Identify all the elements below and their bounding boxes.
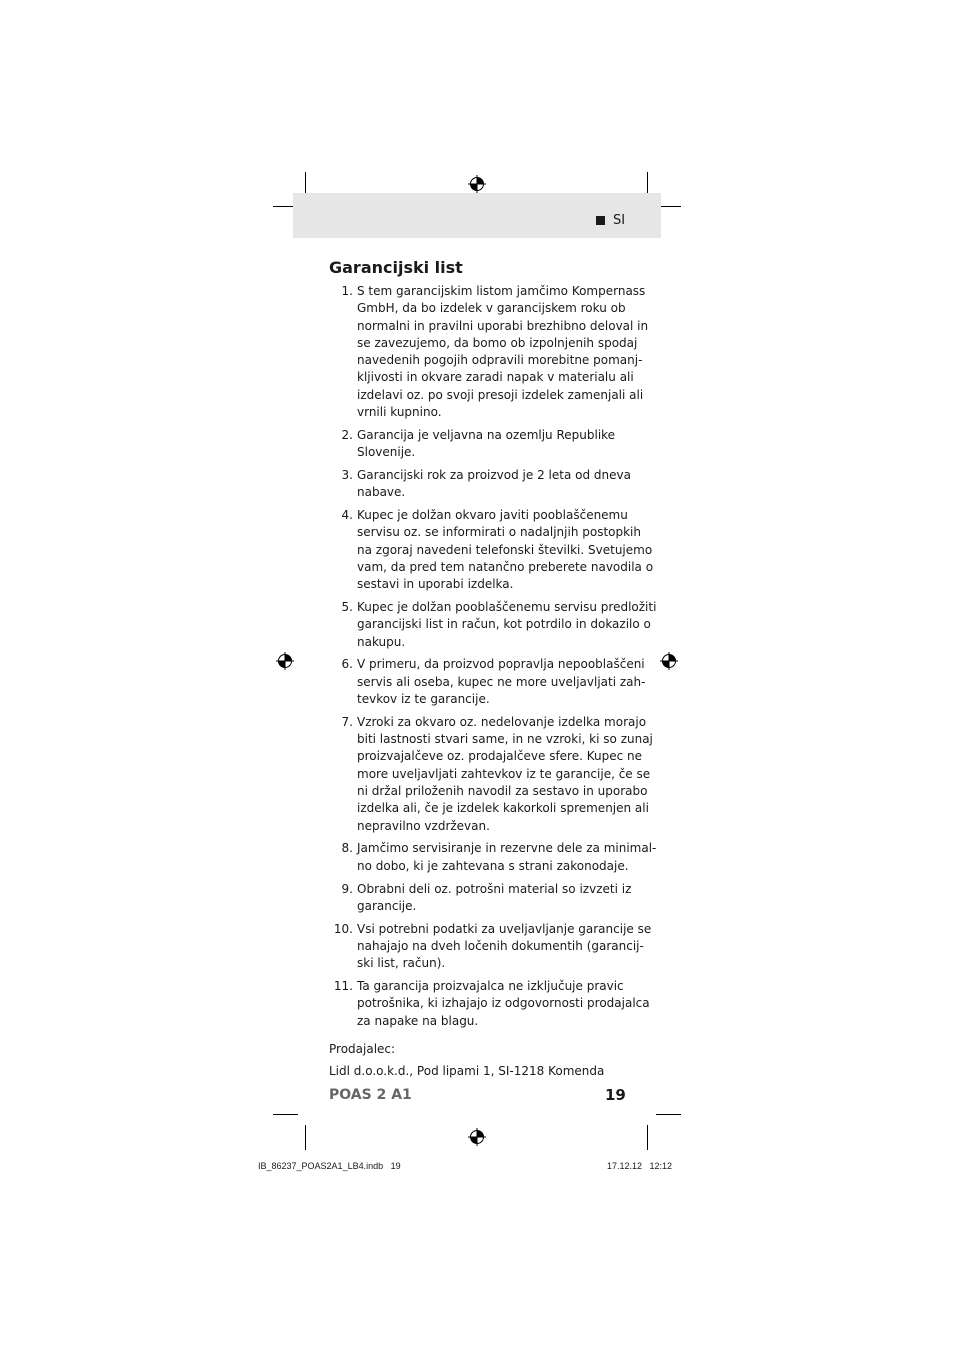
- list-item-text-line: nabave.: [357, 485, 406, 500]
- list-item-text-line: servisu oz. se informirati o nadaljnjih postopkih: [357, 525, 641, 540]
- list-item-text-line: V primeru, da proizvod popravlja nepooblaščeni: [357, 657, 645, 672]
- list-item: [329, 881, 632, 916]
- page-header-band: [293, 193, 661, 238]
- list-item-text-line: nahajajo na dveh ločenih dokumentih (garancij-: [357, 938, 644, 953]
- list-item-text-line: kljivosti in okvare zaradi napak v materialu ali: [357, 370, 634, 385]
- list-item-text-line: normalni in pravilni uporabi brezhibno deloval in: [357, 318, 649, 333]
- page-number: 19: [605, 1086, 626, 1104]
- list-item-number: 11.: [333, 978, 353, 993]
- list-item-text-line: ski list, račun).: [357, 956, 446, 971]
- list-item: [329, 599, 657, 651]
- language-label: SI: [613, 213, 626, 228]
- list-item-number: 8.: [341, 841, 353, 856]
- list-item-text-line: navedenih pogojih odpravili morebitne pomanj-: [357, 353, 643, 368]
- list-item-text-line: se zavezujemo, da bomo ob izpolnjenih spodaj: [357, 335, 638, 350]
- registration-mark-icon: [468, 175, 486, 193]
- list-item-text-line: proizvajalčeve oz. prodajalčeve sfere. Kupec ne: [357, 749, 643, 764]
- list-item-number: 1.: [341, 284, 353, 298]
- list-item-text-line: nepravilno vzdrževan.: [357, 818, 490, 833]
- list-item-text-line: Vzroki za okvaro oz. nedelovanje izdelka morajo: [357, 714, 647, 729]
- list-item-text-line: Garancija je veljavna na ozemlju Republike: [357, 427, 616, 442]
- list-item-text-line: tevkov iz te garancije.: [357, 692, 490, 707]
- list-item-text-line: Ta garancija proizvajalca ne izključuje pravic: [357, 978, 624, 993]
- list-item-number: 7.: [341, 714, 353, 729]
- print-date-time: 17.12.12 12:12: [607, 1161, 673, 1171]
- list-item-text-line: S tem garancijskim listom jamčimo Kompernass: [357, 284, 646, 298]
- registration-mark-icon: [468, 1128, 486, 1146]
- list-item-number: 5.: [341, 600, 353, 615]
- list-item: [329, 656, 646, 708]
- list-item-text-line: garancijski list in račun, kot potrdilo in dokazilo o: [357, 617, 651, 632]
- list-item-text-line: vam, da pred tem natančno preberete navodila o: [357, 559, 654, 574]
- seller-address: Lidl d.o.o.k.d., Pod lipami 1, SI-1218 Komenda: [329, 1064, 605, 1078]
- list-item-text-line: Jamčimo servisiranje in rezervne dele za minimal-: [357, 841, 657, 856]
- list-item-text-line: izdelka ali, če je izdelek kakorkoli spremenjen ali: [357, 801, 649, 816]
- list-item-number: 3.: [341, 467, 353, 482]
- list-item-text-line: na zgoraj navedeni telefonski številki. Svetujemo: [357, 542, 653, 557]
- crop-mark-icon: [647, 1125, 648, 1150]
- list-item-text-line: Kupec je dolžan pooblaščenemu servisu predložiti: [357, 600, 657, 615]
- model-name: POAS 2 A1: [329, 1087, 412, 1103]
- list-item-text-line: servis ali oseba, kupec ne more uveljavljati zah-: [357, 674, 646, 689]
- list-item-text-line: more uveljavljati zahtevkov iz te garancije, če se: [357, 766, 651, 781]
- language-marker-icon: [596, 216, 605, 225]
- list-item: [329, 427, 629, 462]
- list-item-text-line: Garancijski rok za proizvod je 2 leta od dneva: [357, 467, 631, 482]
- section-title: Garancijski list: [329, 258, 463, 277]
- list-item-number: 9.: [341, 881, 353, 896]
- crop-mark-icon: [305, 1125, 306, 1150]
- list-item: [329, 467, 629, 502]
- list-item: [329, 978, 650, 1030]
- list-item-number: 6.: [341, 657, 353, 672]
- registration-mark-icon: [276, 652, 294, 670]
- crop-mark-icon: [273, 1114, 298, 1115]
- list-item-text-line: vrnili kupnino.: [357, 405, 442, 420]
- list-item-number: 4.: [341, 508, 353, 523]
- crop-mark-icon: [305, 172, 306, 194]
- list-item-text-line: Slovenije.: [357, 445, 416, 460]
- list-item-text-line: za napake na blagu.: [357, 1013, 479, 1028]
- crop-mark-icon: [647, 172, 648, 194]
- list-item-number: 10.: [333, 921, 353, 936]
- list-item-text-line: potrošnika, ki izhajajo iz odgovornosti prodajalca: [357, 996, 650, 1011]
- seller-label: Prodajalec:: [329, 1042, 396, 1056]
- list-item-text-line: Kupec je dolžan okvaro javiti pooblaščenemu: [357, 508, 628, 523]
- list-item-text-line: no dobo, ki je zahtevana s strani zakonodaje.: [357, 858, 629, 873]
- list-item-text-line: sestavi in uporabi izdelka.: [357, 577, 514, 592]
- list-item-text-line: ni držal priloženih navodil za sestavo in uporabo: [357, 784, 648, 799]
- list-item: [329, 840, 657, 875]
- list-item-text-line: Obrabni deli oz. potrošni material so izvzeti iz: [357, 881, 632, 896]
- list-item-text-line: GmbH, da bo izdelek v garancijskem roku ob: [357, 301, 626, 316]
- list-item-text-line: nakupu.: [357, 634, 406, 649]
- list-item-text-line: Vsi potrebni podatki za uveljavljanje garancije se: [357, 921, 652, 936]
- list-item-text-line: izdelavi oz. po svoji presoji izdelek zamenjali ali: [357, 387, 644, 402]
- list-item: [329, 283, 649, 421]
- warranty-terms-list: [329, 283, 657, 1035]
- list-item: [329, 714, 653, 835]
- crop-mark-icon: [656, 1114, 681, 1115]
- registration-mark-icon: [660, 652, 678, 670]
- print-file-info: IB_86237_POAS2A1_LB4.indb 19: [258, 1161, 401, 1171]
- list-item-number: 2.: [341, 427, 353, 442]
- list-item: [329, 507, 654, 593]
- list-item: [329, 921, 652, 973]
- list-item-text-line: biti lastnosti stvari same, in ne vzroki, ki so zunaj: [357, 732, 653, 747]
- list-item-text-line: garancije.: [357, 898, 417, 913]
